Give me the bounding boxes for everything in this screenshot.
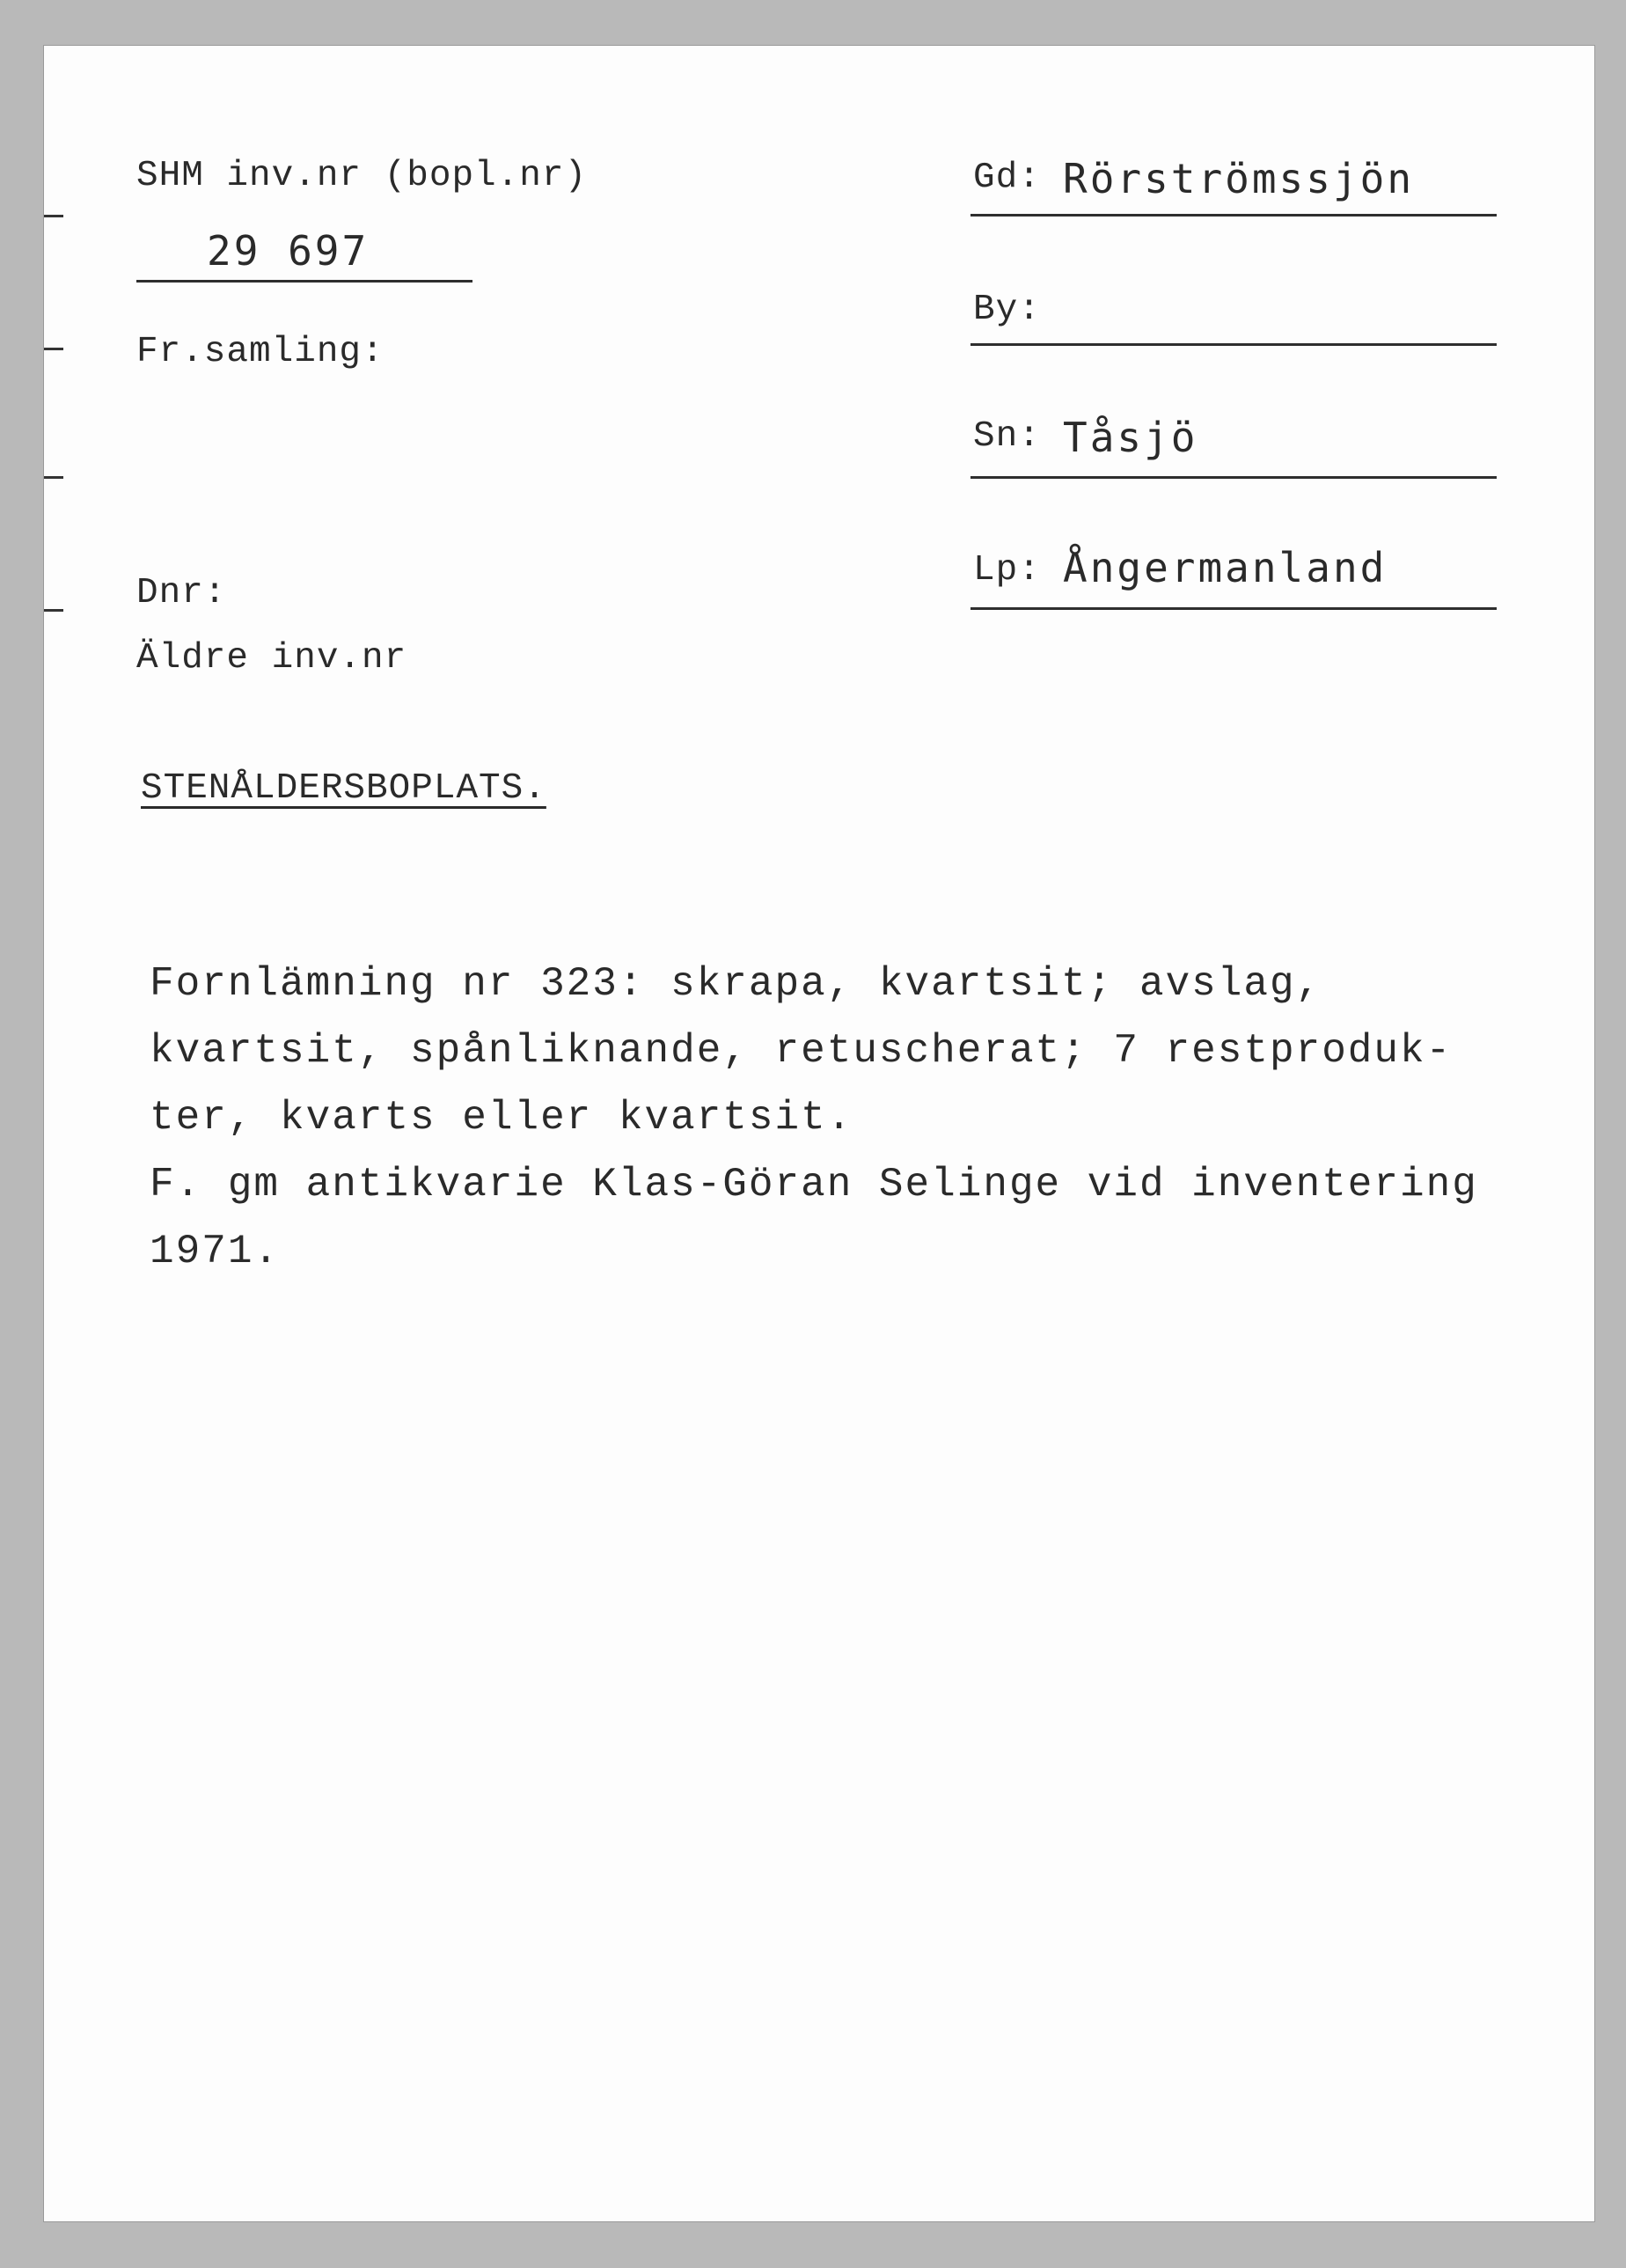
fr-samling-label: Fr.samling: xyxy=(136,332,385,372)
sn-underline xyxy=(970,476,1497,479)
edge-tick xyxy=(44,476,63,479)
site-type-heading: STENÅLDERSBOPLATS. xyxy=(141,768,546,809)
description-line: 1971. xyxy=(150,1229,281,1274)
gd-value: Rörströmssjön xyxy=(1063,155,1415,202)
lp-label: Lp: xyxy=(973,550,1041,591)
edge-tick xyxy=(44,348,63,350)
edge-tick xyxy=(44,215,63,217)
lp-value: Ångermanland xyxy=(1063,544,1388,591)
by-underline xyxy=(970,343,1497,346)
gd-label: Gd: xyxy=(973,158,1041,198)
dnr-label: Dnr: xyxy=(136,573,227,613)
description-line: Fornlämning nr 323: skrapa, kvartsit; avslag, xyxy=(150,961,1322,1007)
gd-underline xyxy=(970,214,1497,217)
sn-value: Tåsjö xyxy=(1063,414,1198,461)
edge-tick xyxy=(44,609,63,612)
inv-nr-value: 29 697 xyxy=(207,227,370,275)
description-line: ter, kvarts eller kvartsit. xyxy=(150,1095,853,1141)
description-line: kvartsit, spånliknande, retuscherat; 7 restproduk- xyxy=(150,1028,1453,1074)
by-label: By: xyxy=(973,290,1041,330)
aldre-inv-nr-label: Äldre inv.nr xyxy=(136,638,407,679)
sn-label: Sn: xyxy=(973,416,1041,457)
lp-underline xyxy=(970,607,1497,610)
find-description xyxy=(150,951,1522,1285)
inv-nr-label: SHM inv.nr (bopl.nr) xyxy=(136,156,588,196)
description-line: F. gm antikvarie Klas-Göran Selinge vid inventering xyxy=(150,1162,1478,1207)
inv-nr-underline xyxy=(136,280,472,283)
